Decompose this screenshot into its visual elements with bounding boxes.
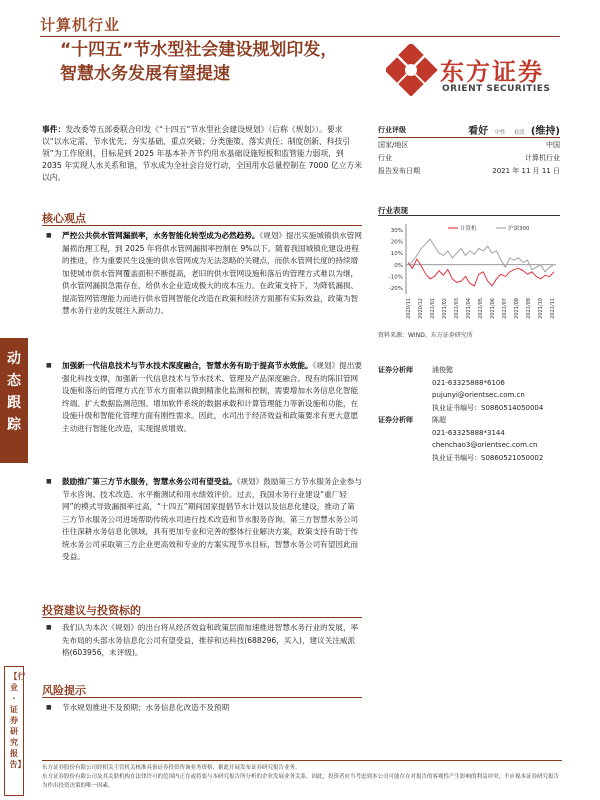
- x-tick-label: 2021/01: [430, 298, 436, 319]
- orient-logo-icon: [386, 44, 438, 96]
- analyst-1: 证券分析师 浦俊懿 021-63325888*6106 pujunyi@orientsec.com.cn 执业证书编号：S0860514050004: [378, 364, 568, 414]
- core-views-heading: 核心观点: [42, 212, 86, 225]
- industry-performance-chart: [378, 216, 560, 328]
- investment-rule: [42, 617, 362, 618]
- x-tick-label: 2021/06: [490, 298, 496, 319]
- rating-table: [378, 122, 560, 177]
- legend-label: 沪深300: [508, 226, 530, 232]
- core-bullet-3: ■ 鼓励推广第三方节水服务，智慧水务公司有望受益。《规划》鼓励第三方节水服务企业参与节水咨询、技术改造、水平衡测试和用水绩效评价。过去，我国水务行业建设“重厂轻网”的模式导致漏损率过高，“十四五”期间国家提倡节水计划以及信息化建设，推动了第三方节水服务公司进场帮助传统水司进行技术改造和节水服务咨询。第三方智慧水务公司往往深耕水务信息化领域，具有更加专业和完善的整体行业解决方案，政策支持有助于传统水务公司采取第三方企业更高效和专业的方案实现节水目标，智慧水务公司有望因此而受益。: [42, 476, 362, 564]
- x-tick-label: 2020/12: [418, 298, 424, 319]
- core-rule: [42, 225, 362, 226]
- analyst-email[interactable]: pujunyi@orientsec.com.cn: [432, 391, 525, 399]
- analyst-phone: 021-63325888*6106: [432, 378, 505, 387]
- rating-row: 行业 计算机行业: [378, 153, 560, 162]
- rating-row: 国家/地区 中国: [378, 140, 560, 149]
- series-line: [408, 239, 554, 272]
- event-text: 发改委等五部委联合印发《“十四五”节水型社会建设规划》（后称《规划》）。要求以“以水定需、节水优先；夯实基础、重点突破；分类施策、落实责任；制度创新、科技引领”为工作原则，目标是到 2025 年基本补齐节约用水基础设施短板和监管能力弱项，到 2035 年实现人水关系和谐，节水成为全社会自觉行动，全国用水总量控制在 7000 亿立方米以内。: [42, 125, 363, 182]
- x-tick-label: 2021/09: [526, 298, 532, 319]
- investment-bullet: ■ 我们认为本次《规划》的出台将从经济效益和政策层面加速推进智慧水务行业的发展，率先布局的头部水务信息化公司有望受益，推荐和达科技(688296，买入)，建议关注威派格(603956，未评级)。: [42, 622, 362, 660]
- y-tick-label: -10%: [388, 274, 403, 281]
- title-line-2: 智慧水务发展有望提速: [60, 64, 230, 84]
- sidebar-dynamic-tag: 动态跟踪: [0, 338, 28, 463]
- rating-neutral: 中性: [494, 130, 506, 136]
- risk-bullet: ■ 节水规划推进不及预期；水务信息化改造不及预期: [42, 702, 362, 715]
- x-tick-label: 2021/08: [514, 298, 520, 319]
- industry-label: 计算机行业: [40, 16, 121, 34]
- legend-label: 计算机: [460, 226, 477, 232]
- x-tick-label: 2021/04: [466, 298, 472, 319]
- x-tick-label: 2021/05: [478, 298, 484, 319]
- analyst-name: 陈超: [432, 416, 446, 424]
- chart-heading: 行业表现: [378, 206, 408, 215]
- rating-status: (维持): [530, 126, 560, 137]
- footer-rule: [42, 760, 562, 761]
- x-tick-label: 2021/03: [454, 298, 460, 319]
- header-rule: [40, 36, 560, 37]
- x-tick-label: 2021/11: [550, 298, 556, 319]
- analyst-email[interactable]: chenchao3@orientsec.com.cn: [432, 441, 538, 449]
- chart-source: 资料来源：WIND、东方证券研究所: [378, 332, 473, 339]
- series-line: [408, 259, 554, 286]
- analyst-cert: 执业证书编号：S0860514050004: [432, 403, 544, 412]
- y-tick-label: -20%: [388, 286, 403, 293]
- core-bullet-2: ■ 加强新一代信息技术与节水技术深度融合，智慧水务有助于提高节水效能。《规划》提出要强化科技支撑，加强新一代信息技术与节水技术、管理及产品深度融合。现有的陈旧管网设施和落后的管理方式在节水方面难以做到精准化监测和控制，需要增加水务信息化智能终端、扩大数据监测范围、增加软件系统的数据承载和计算管理能力等新设施和功能，在设施升级和智能化管理方面有刚性需求。因此，水司出于经济效益和政策要求有更大意愿主动进行智能化改造，实现提质增效。: [42, 360, 362, 435]
- report-title: [60, 38, 360, 86]
- risk-heading: 风险提示: [42, 684, 86, 697]
- rating-negative: 看淡: [513, 130, 525, 136]
- investment-heading: 投资建议与投资标的: [42, 604, 141, 617]
- logo-english-name: ORIENT SECURITIES: [442, 84, 551, 94]
- event-label: 事件：: [42, 125, 66, 134]
- rating-label: 行业评级: [378, 125, 406, 134]
- event-paragraph: [42, 124, 362, 184]
- analyst-2: 证券分析师 陈超 021-63325888*3144 chenchao3@orientsec.com.cn 执业证书编号：S0860521050002: [378, 414, 568, 464]
- analyst-cert: 执业证书编号：S0860521050002: [432, 453, 544, 462]
- rating-row: 报告发布日期 2021 年 11 月 11 日: [378, 166, 560, 175]
- y-tick-label: 30%: [390, 227, 403, 234]
- y-tick-label: 0%: [394, 262, 403, 269]
- sidebar-report-tag: 【行业·证券研究报告】: [4, 666, 24, 796]
- risk-rule: [42, 697, 362, 698]
- x-tick-label: 2021/02: [442, 298, 448, 319]
- x-tick-label: 2020/11: [406, 298, 412, 319]
- footer-disclaimer: 东方证券股份有限公司经相关主管机关核准具备证券投资咨询业务资格，据此开展发布证券研究报告业务。 东方证券股份有限公司及其关联机构在法律许可的范围内正在或将要与本研究报告所分析的企业发展业务关系。因此，投资者应当考虑到本公司可能存在对报告的客观性产生影响的利益冲突，不应视本证券研究报告为作出投资决策的唯一因素。: [42, 765, 560, 789]
- y-tick-label: 10%: [390, 251, 403, 258]
- rating-value: 看好: [468, 126, 489, 137]
- analyst-name: 浦俊懿: [432, 366, 453, 374]
- analyst-phone: 021-63325888*3144: [432, 428, 505, 437]
- core-bullet-1: ■ 严控公共供水管网漏损率，水务智能化转型成为必然趋势。《规划》提出实施城镇供水管网漏损治理工程，到 2025 年将供水管网漏损率控制在 9%以下。随着我国城镇化建设进程的推进，作为重要民生设施的供水管网成为无法忽略的关键点，而供水管网长度的持续增加使城市供水管网覆盖面积不断提高，老旧的供水管网设施和落后的管理方式难以为继，供水管网漏损急需存在，给供水企业造成极大的成本压力。在政策支持下，为降低漏损、提高管网管理能力而进行供水管网智能化改造在政策和经济方面都有实际效益，政策为智慧水务行业的发展注入新动力。: [42, 230, 362, 318]
- y-tick-label: 20%: [390, 239, 403, 246]
- logo-chinese-name: 东方证券: [440, 58, 544, 86]
- x-tick-label: 2021/10: [538, 298, 544, 319]
- x-tick-label: 2021/07: [502, 298, 508, 319]
- title-line-1: “十四五”节水型社会建设规划印发，: [60, 40, 338, 60]
